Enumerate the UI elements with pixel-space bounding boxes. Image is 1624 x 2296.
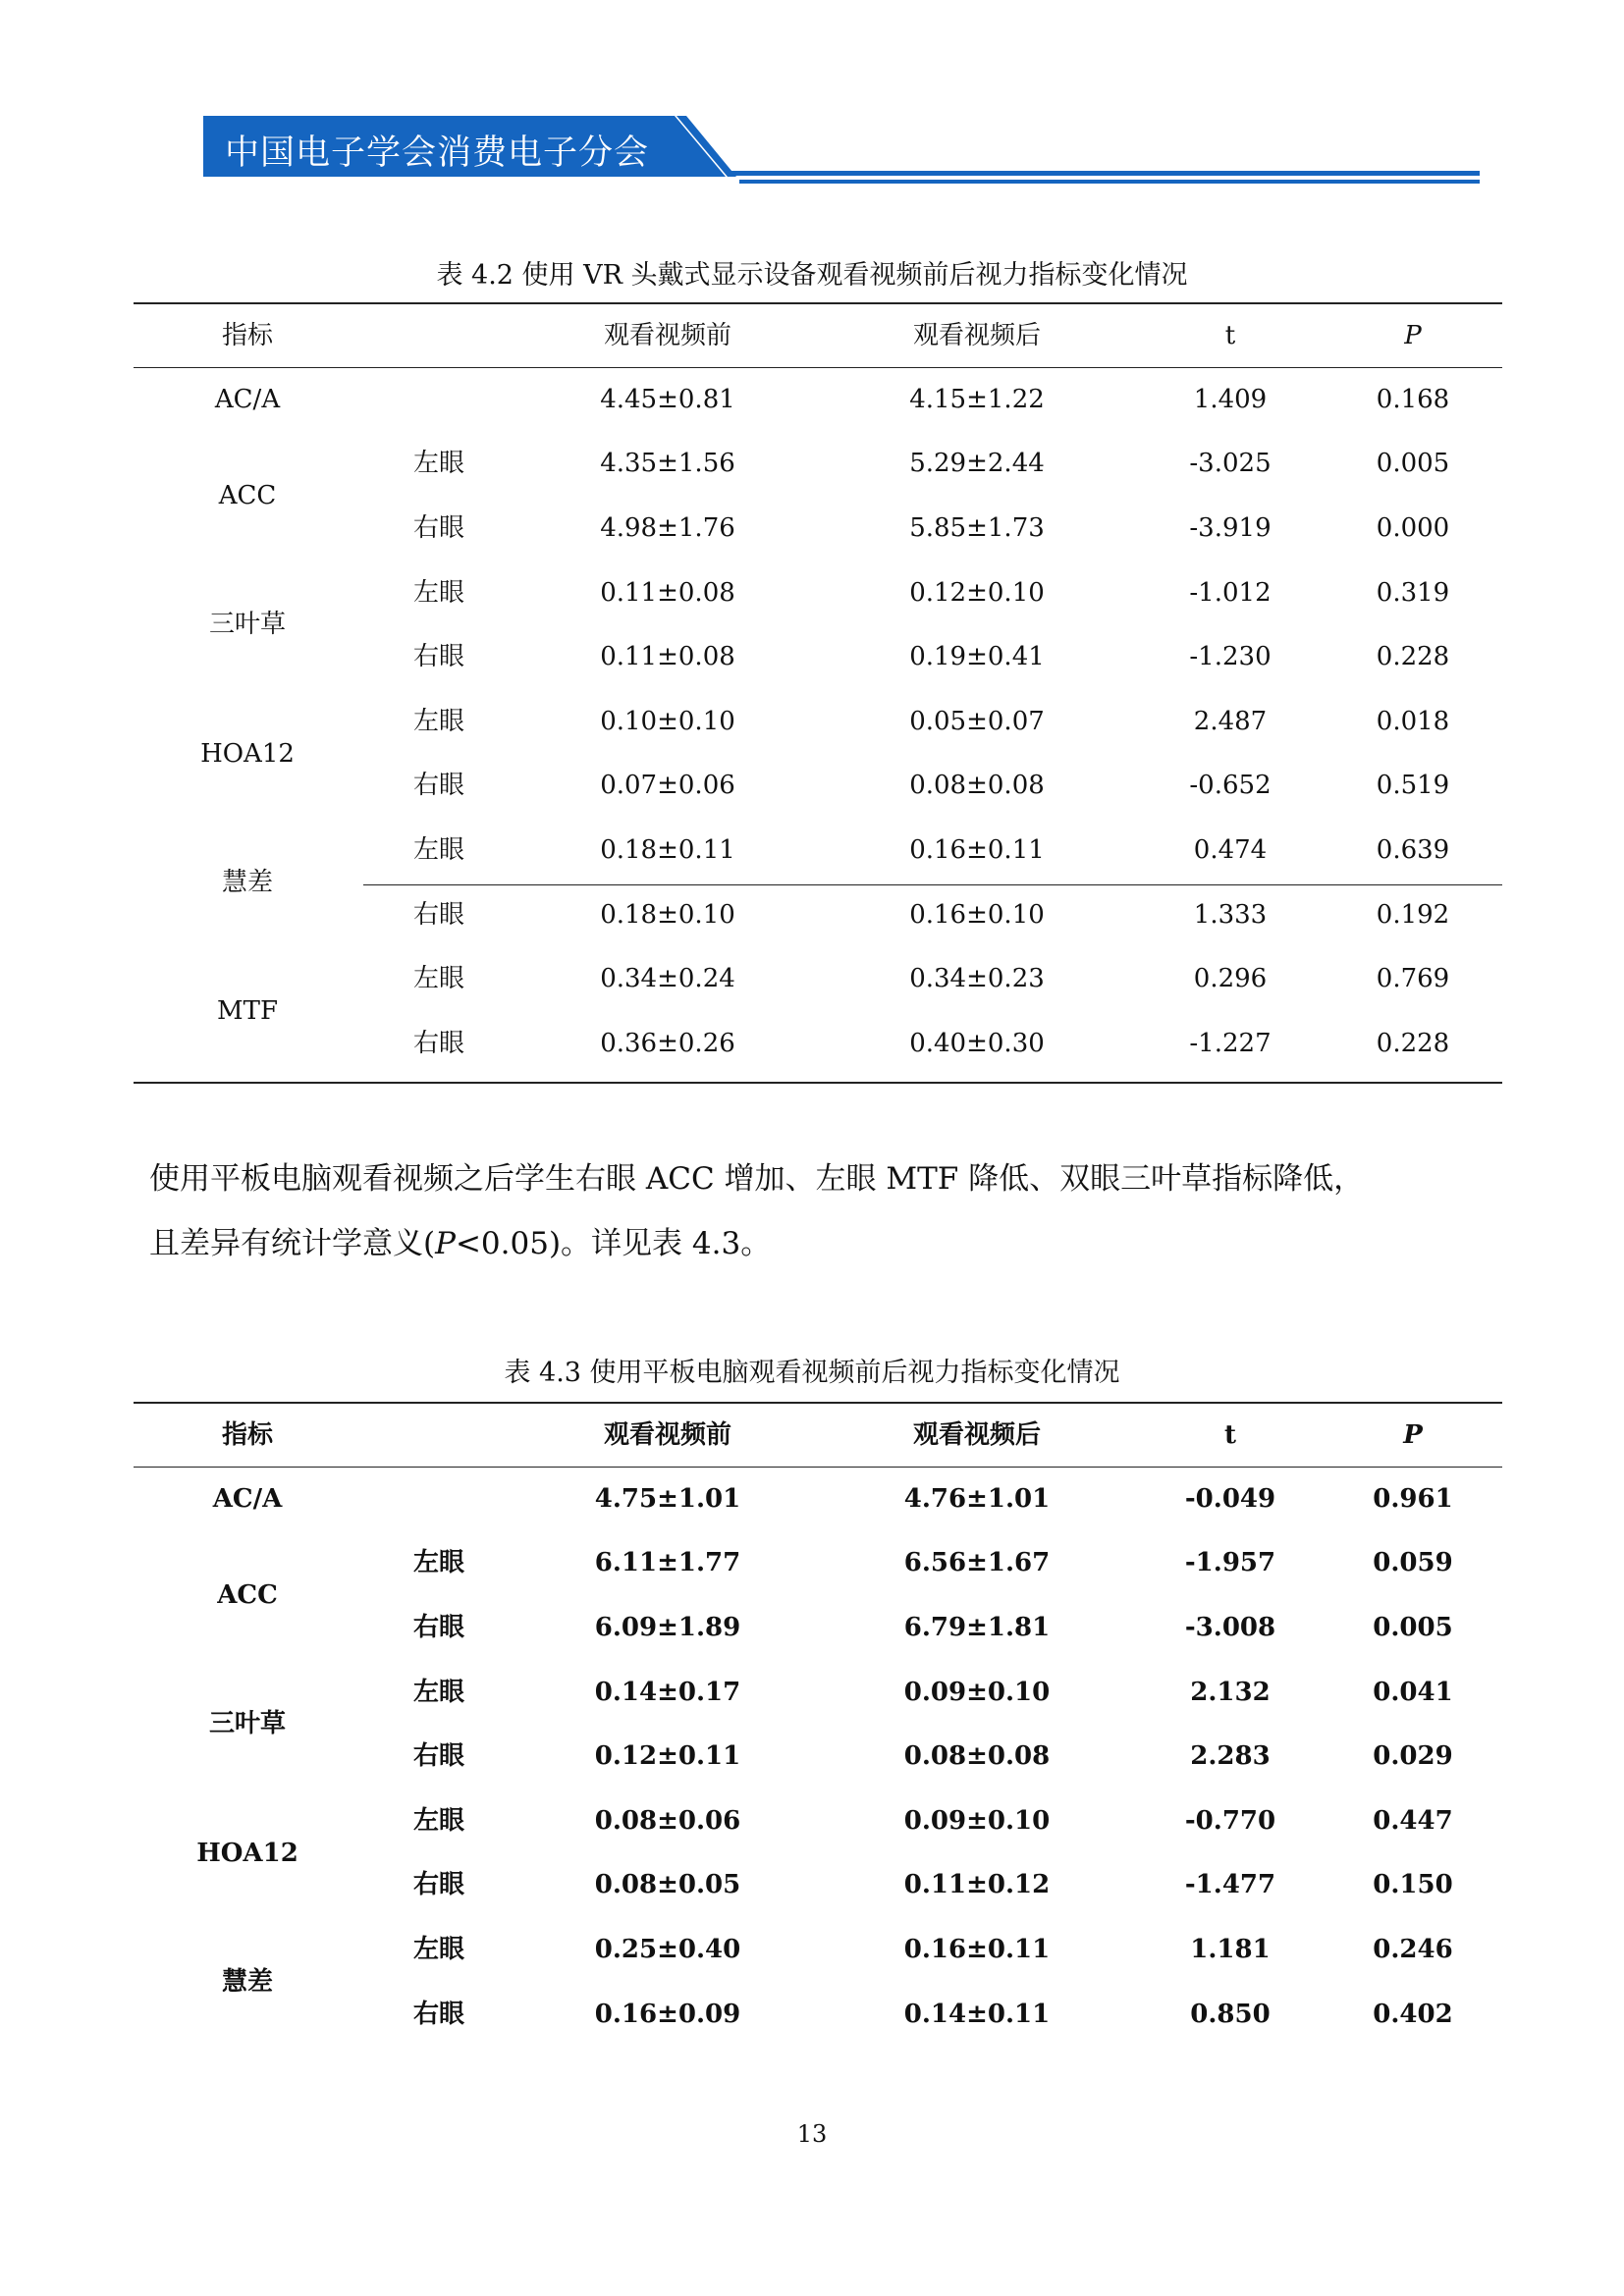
after-value-cell: 0.34±0.23	[909, 964, 1045, 994]
after-value-cell: 0.08±0.08	[909, 771, 1045, 801]
after-value-cell: 6.79±1.81	[903, 1613, 1051, 1642]
eye-cell: 右眼	[412, 642, 465, 672]
p-value-cell: 0.228	[1376, 642, 1450, 672]
column-header: 观看视频前	[603, 321, 732, 350]
eye-cell: 右眼	[412, 1999, 465, 2029]
p-value-cell: 0.319	[1376, 577, 1450, 608]
indicator-name-cell: 慧差	[221, 1966, 274, 1997]
p-value-cell: 0.519	[1376, 771, 1450, 801]
after-value-cell: 0.40±0.30	[909, 1028, 1045, 1058]
eye-cell: 左眼	[412, 706, 465, 736]
column-header: P	[1404, 321, 1422, 350]
before-value-cell: 0.18±0.11	[600, 835, 735, 865]
paragraph-line-2-text-b: <0.05)。详见表 4.3。	[455, 1226, 772, 1261]
t-value-cell: -0.652	[1189, 771, 1272, 801]
eye-cell: 左眼	[412, 449, 465, 479]
eye-cell: 右眼	[412, 771, 465, 801]
before-value-cell: 0.07±0.06	[600, 771, 735, 801]
before-value-cell: 0.12±0.11	[594, 1741, 741, 1772]
t-value-cell: -1.012	[1189, 577, 1272, 608]
header-title: 中国电子学会消费电子分会	[225, 133, 650, 173]
before-value-cell: 0.14±0.17	[594, 1677, 741, 1707]
before-value-cell: 0.18±0.10	[600, 899, 735, 930]
eye-cell: 左眼	[412, 1935, 465, 1964]
eye-cell: 左眼	[412, 577, 465, 608]
t-value-cell: -1.957	[1184, 1548, 1276, 1578]
column-header: t	[1223, 1420, 1237, 1450]
t-value-cell: -3.919	[1189, 513, 1272, 543]
p-value-cell: 0.769	[1376, 964, 1450, 994]
eye-cell: 左眼	[412, 1677, 465, 1707]
indicator-name-cell: AC/A	[214, 384, 281, 414]
after-value-cell: 0.11±0.12	[903, 1870, 1051, 1900]
column-header: 观看视频后	[912, 1420, 1042, 1450]
p-value-cell: 0.059	[1373, 1548, 1453, 1578]
t-value-cell: 2.487	[1193, 706, 1268, 736]
eye-cell: 右眼	[412, 899, 465, 930]
p-value-cell: 0.018	[1376, 706, 1450, 736]
before-value-cell: 6.09±1.89	[594, 1613, 741, 1642]
t-value-cell: 2.132	[1190, 1677, 1271, 1707]
eye-cell: 左眼	[412, 1805, 465, 1836]
indicator-name-cell: ACC	[217, 1580, 278, 1611]
t-value-cell: -0.770	[1184, 1805, 1276, 1836]
before-value-cell: 6.11±1.77	[594, 1548, 741, 1578]
after-value-cell: 0.16±0.10	[909, 899, 1045, 930]
eye-cell: 右眼	[412, 1741, 465, 1772]
p-value-cell: 0.005	[1373, 1613, 1453, 1642]
paragraph-line-1: 使用平板电脑观看视频之后学生右眼 ACC 增加、左眼 MTF 降低、双眼三叶草指标降低，	[149, 1161, 1365, 1197]
t-value-cell: 1.409	[1193, 384, 1268, 414]
t-value-cell: 1.333	[1193, 899, 1268, 930]
p-value-cell: 0.961	[1373, 1483, 1453, 1514]
indicator-name-cell: MTF	[216, 996, 279, 1026]
before-value-cell: 4.98±1.76	[600, 513, 735, 543]
t-value-cell: 0.296	[1193, 964, 1268, 994]
table-4-2-caption: 表 4.2 使用 VR 头戴式显示设备观看视频前后视力指标变化情况	[436, 260, 1188, 291]
eye-cell: 右眼	[412, 1870, 465, 1900]
p-value-cell: 0.639	[1376, 835, 1450, 865]
eye-cell: 左眼	[412, 964, 465, 994]
p-value-cell: 0.228	[1376, 1028, 1450, 1058]
p-value-cell: 0.000	[1376, 513, 1450, 543]
before-value-cell: 0.11±0.08	[600, 577, 735, 608]
column-header: 观看视频前	[603, 1420, 732, 1450]
eye-cell: 右眼	[412, 1613, 465, 1642]
p-value-cell: 0.447	[1373, 1805, 1453, 1836]
after-value-cell: 0.12±0.10	[909, 577, 1045, 608]
header-banner	[203, 116, 1480, 187]
indicator-name-cell: 慧差	[221, 867, 274, 897]
p-value-cell: 0.168	[1376, 384, 1450, 414]
after-value-cell: 0.19±0.41	[909, 642, 1045, 672]
indicator-name-cell: ACC	[218, 481, 277, 511]
before-value-cell: 4.75±1.01	[594, 1483, 741, 1514]
paragraph-line-2-text-a: 且差异有统计学意义(	[149, 1226, 436, 1261]
indicator-name-cell: HOA12	[200, 738, 295, 769]
before-value-cell: 0.11±0.08	[600, 642, 735, 672]
page-number: 13	[796, 2120, 828, 2148]
table-rule	[134, 302, 1502, 304]
before-value-cell: 0.08±0.05	[594, 1870, 741, 1900]
p-value-cell: 0.402	[1373, 1999, 1453, 2029]
before-value-cell: 0.10±0.10	[600, 706, 735, 736]
before-value-cell: 0.34±0.24	[600, 964, 735, 994]
paragraph-p-symbol: P	[435, 1226, 456, 1261]
t-value-cell: 0.474	[1193, 835, 1268, 865]
after-value-cell: 4.76±1.01	[903, 1483, 1051, 1514]
eye-cell: 左眼	[412, 1548, 465, 1578]
column-header: 观看视频后	[912, 321, 1042, 350]
p-value-cell: 0.150	[1373, 1870, 1453, 1900]
after-value-cell: 6.56±1.67	[903, 1548, 1051, 1578]
table-4-3-caption: 表 4.3 使用平板电脑观看视频前后视力指标变化情况	[504, 1358, 1120, 1388]
table-rule	[134, 1467, 1502, 1468]
p-value-cell: 0.029	[1373, 1741, 1453, 1772]
eye-cell: 右眼	[412, 1028, 465, 1058]
paragraph-line-2	[149, 1211, 1494, 1276]
p-value-cell: 0.041	[1373, 1677, 1453, 1707]
table-rule	[134, 367, 1502, 368]
eye-cell: 右眼	[412, 513, 465, 543]
after-value-cell: 0.09±0.10	[903, 1677, 1051, 1707]
after-value-cell: 0.08±0.08	[903, 1741, 1051, 1772]
after-value-cell: 0.16±0.11	[909, 835, 1045, 865]
after-value-cell: 4.15±1.22	[909, 384, 1045, 414]
t-value-cell: -1.477	[1184, 1870, 1276, 1900]
before-value-cell: 0.08±0.06	[594, 1805, 741, 1836]
t-value-cell: 2.283	[1190, 1741, 1271, 1772]
before-value-cell: 4.35±1.56	[600, 449, 735, 479]
t-value-cell: 1.181	[1190, 1935, 1271, 1964]
before-value-cell: 0.36±0.26	[600, 1028, 735, 1058]
before-value-cell: 0.16±0.09	[594, 1999, 741, 2029]
column-header: 指标	[221, 1420, 274, 1450]
after-value-cell: 5.29±2.44	[909, 449, 1045, 479]
before-value-cell: 4.45±0.81	[600, 384, 735, 414]
t-value-cell: -1.230	[1189, 642, 1272, 672]
indicator-name-cell: AC/A	[212, 1483, 283, 1514]
indicator-name-cell: HOA12	[196, 1838, 298, 1868]
eye-cell: 左眼	[412, 835, 465, 865]
t-value-cell: -3.025	[1189, 449, 1272, 479]
p-value-cell: 0.192	[1376, 899, 1450, 930]
column-header: 指标	[221, 321, 274, 350]
after-value-cell: 5.85±1.73	[909, 513, 1045, 543]
table-rule	[363, 884, 1502, 885]
p-value-cell: 0.246	[1373, 1935, 1453, 1964]
table-rule	[134, 1402, 1502, 1404]
indicator-name-cell: 三叶草	[208, 1709, 287, 1739]
after-value-cell: 0.05±0.07	[909, 706, 1045, 736]
after-value-cell: 0.09±0.10	[903, 1805, 1051, 1836]
after-value-cell: 0.16±0.11	[903, 1935, 1051, 1964]
t-value-cell: -0.049	[1184, 1483, 1276, 1514]
before-value-cell: 0.25±0.40	[594, 1935, 741, 1964]
table-rule	[134, 1082, 1502, 1084]
column-header: t	[1224, 321, 1236, 350]
t-value-cell: -1.227	[1189, 1028, 1272, 1058]
column-header: P	[1403, 1420, 1423, 1450]
t-value-cell: 0.850	[1190, 1999, 1271, 2029]
indicator-name-cell: 三叶草	[208, 610, 287, 640]
t-value-cell: -3.008	[1184, 1613, 1276, 1642]
p-value-cell: 0.005	[1376, 449, 1450, 479]
after-value-cell: 0.14±0.11	[903, 1999, 1051, 2029]
